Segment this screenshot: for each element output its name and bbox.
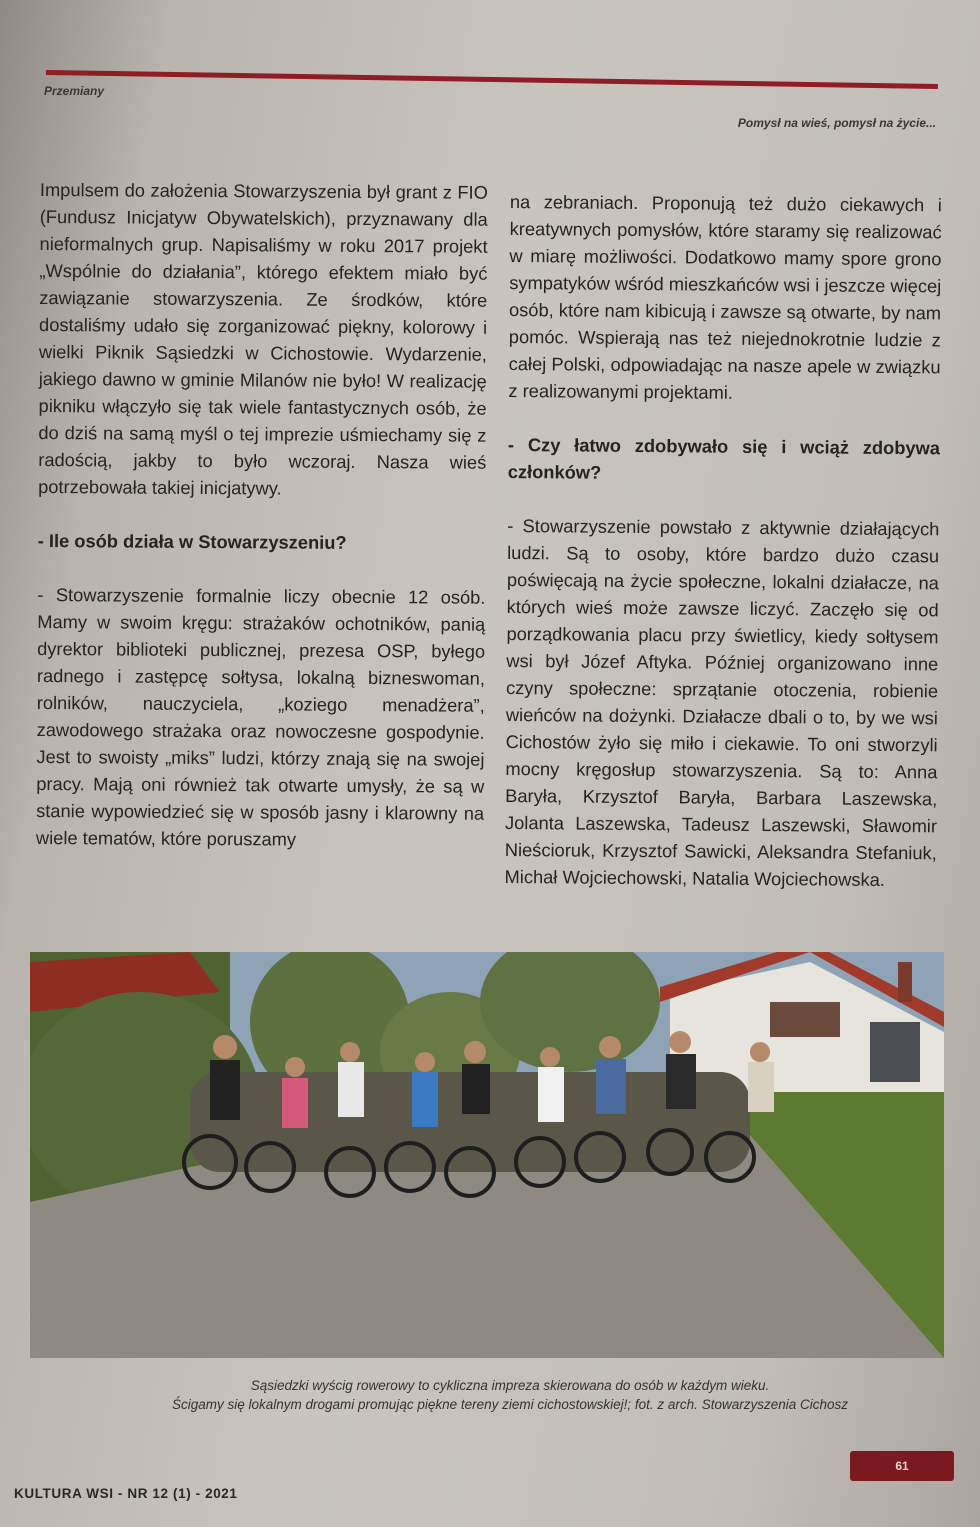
caption-line: Sąsiedzki wyścig rowerowy to cykliczna impreza skierowana do osób w każdym wieku. <box>250 1378 770 1393</box>
question-heading: - Ile osób działa w Stowarzyszeniu? <box>37 529 347 553</box>
paragraph: - Stowarzyszenie powstało z aktywnie działających ludzi. Są to osoby, które bardzo dużo czasu poświęcają na życie społeczne, lokalni działacze, na których wieś może zawsze liczyć. Zaczęło się od porządkowania placu przy świetlicy, kiedy sołtysem wsi był Józef Aftyka. Później organizowano inne czyny społeczne: sprzątanie otoczenia, robienie wieńców na dożynki. Działacze dbali o to, by we wsi Cichostów żyło się miło i ciekawie. To oni stworzyli mocny kręgosłup stowarzyszenia. Są to: Anna Baryła, Krzysztof Baryła, Barbara Laszewska, Jolanta Laszewska, Tadeusz Laszewski, Sławomir Nieścioruk, Krzysztof Sawicki, Aleksandra Stefaniuk, Michał Wojciechowski, Natalia Wojciechowska. <box>504 514 940 890</box>
header-rule <box>46 70 938 89</box>
photo-caption <box>120 1376 900 1414</box>
paragraph: na zebraniach. Proponują też dużo ciekawych i kreatywnych pomysłów, które staramy się realizować w miarę możliwości. Dodatkowo mamy spore grono sympatyków wśród mieszkańców wsi i jeszcze więcej osób, które nam kibicują i zawsze są otwarte, by nam pomóc. Wspierają nas też niejednokrotnie ludzie z całej Polski, odpowiadając na nasze apele w związku z realizowanymi projektami. <box>508 190 942 403</box>
section-label: Przemiany <box>44 84 105 98</box>
page-number: 61 <box>850 1451 954 1481</box>
publication-footer: KULTURA WSI - NR 12 (1) - 2021 <box>14 1486 238 1501</box>
paragraph: Impulsem do założenia Stowarzyszenia był grant z FIO (Fundusz Inicjatyw Obywatelskich), przyznawany dla nieformalnych grup. Napisaliśmy w roku 2017 projekt „Wspólnie do działania”, którego efektem miało być zawiązanie stowarzyszenia. Ze środków, które dostaliśmy udało się zorganizować piękny, kolorowy i wielki Piknik Sąsiedzki w Cichostowie. Wydarzenie, jakiego dawno w gminie Milanów nie było! W realizację pikniku włączyło się tak wiele fantastycznych osób, że do dziś na samą myśl o tej imprezie uśmiechamy się z radością, jakby to było wczoraj. Nasza wieś potrzebowała takiej inicjatywy. <box>38 178 488 499</box>
left-column <box>36 176 488 854</box>
caption-line: Ścigamy się lokalnym drogami promując piękne tereny ziemi cichostowskiej!; fot. z arch. Stowarzyszenia Cichosz <box>171 1397 848 1412</box>
running-title: Pomysł na wieś, pomysł na życie... <box>737 116 936 130</box>
right-column <box>504 188 942 893</box>
question-heading: - Czy łatwo zdobywało się i wciąż zdobywa członków? <box>507 433 941 483</box>
paragraph: - Stowarzyszenie formalnie liczy obecnie 12 osób. Mamy w swoim kręgu: strażaków ochotników, panią dyrektor biblioteki publicznej, prezesa OSP, byłego radnego i zastępcę sołtysa, lokalną bizneswoman, rolników, nauczyciela, „koziego menadżera”, zawodowego strażaka oraz nowoczesne gospodynie. Jest to swoisty „miks” ludzi, którzy znają się na swojej pracy. Mają oni również tak otwarte umysły, że są w stanie wypowiedzieć się w sposób jasny i klarowny na wiele tematów, które poruszamy <box>35 583 486 850</box>
bicycle-race-photo <box>30 952 944 1358</box>
